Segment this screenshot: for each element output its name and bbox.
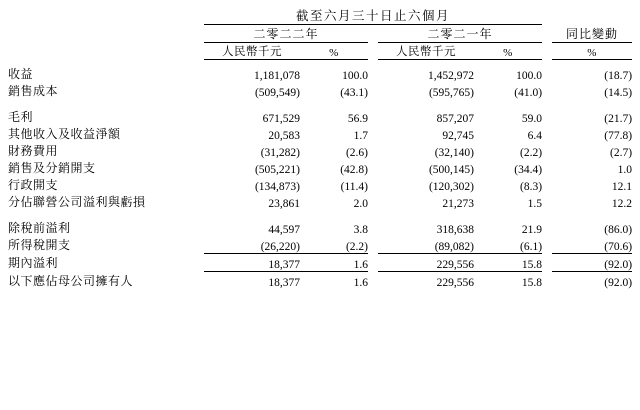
empty-cell — [8, 43, 204, 59]
group-prior-year: 二零二一年 — [427, 27, 493, 41]
percent-current: 2.0 — [353, 198, 368, 210]
amount-current: 18,377 — [268, 277, 300, 289]
amount-current: (505,221) — [254, 164, 300, 176]
row-label: 銷售成本 — [8, 84, 59, 98]
row-label: 分佔聯營公司溢利與虧損 — [8, 195, 146, 209]
amount-prior: (89,082) — [434, 241, 474, 253]
empty-cell — [8, 6, 204, 24]
empty-cell — [368, 142, 378, 159]
spacer-row — [8, 210, 632, 219]
change-header: 同比變動 — [566, 27, 619, 41]
empty-cell — [368, 125, 378, 142]
amount-prior: (595,765) — [428, 87, 474, 99]
table-row — [8, 82, 632, 99]
change-percent: 12.1 — [611, 181, 633, 193]
percent-current: (42.8) — [340, 164, 368, 176]
amount-current: (26,220) — [260, 241, 300, 253]
amount-prior: (32,140) — [434, 147, 474, 159]
percent-prior: (8.3) — [519, 181, 543, 193]
amount-prior: (120,302) — [428, 181, 474, 193]
percent-prior: 15.8 — [521, 259, 543, 271]
amount-current: 1,181,078 — [254, 70, 300, 82]
amount-prior: 857,207 — [436, 113, 474, 125]
unit-amount-current: 人民幣千元 — [222, 46, 282, 58]
percent-current: 1.7 — [353, 130, 368, 142]
amount-prior: (500,145) — [428, 164, 474, 176]
empty-cell — [368, 65, 378, 82]
table-row — [8, 125, 632, 142]
empty-cell — [542, 65, 552, 82]
empty-cell — [542, 159, 552, 176]
unit-percent-prior: % — [503, 47, 513, 59]
empty-cell — [542, 236, 552, 253]
percent-prior: (41.0) — [514, 87, 543, 99]
empty-cell — [368, 254, 378, 271]
percent-prior: 100.0 — [516, 70, 543, 82]
row-label: 期內溢利 — [8, 256, 59, 270]
unit-change: % — [587, 47, 597, 59]
table-body — [8, 65, 632, 289]
empty-cell — [368, 272, 378, 289]
amount-current: 18,377 — [268, 259, 300, 271]
empty-cell — [368, 176, 378, 193]
unit-percent-current: % — [329, 47, 339, 59]
amount-current: (31,282) — [260, 147, 300, 159]
percent-current: (2.2) — [345, 241, 368, 253]
financial-table — [8, 6, 632, 289]
row-label: 其他收入及收益淨額 — [8, 127, 121, 141]
empty-cell — [368, 236, 378, 253]
empty-cell — [368, 43, 378, 59]
empty-cell — [542, 176, 552, 193]
spacer-cell — [8, 210, 632, 219]
percent-prior: 1.5 — [527, 198, 543, 210]
spacer-cell — [8, 99, 632, 108]
change-percent: (77.8) — [604, 130, 633, 142]
empty-cell — [368, 25, 378, 42]
percent-prior: 15.8 — [521, 277, 543, 289]
change-percent: (2.7) — [609, 147, 633, 159]
table-row — [8, 159, 632, 176]
row-label: 銷售及分銷開支 — [8, 161, 96, 175]
empty-cell — [542, 125, 552, 142]
percent-prior: 21.9 — [521, 224, 543, 236]
table-row — [8, 272, 632, 289]
percent-prior: (6.1) — [519, 241, 543, 253]
amount-current: (509,549) — [254, 87, 300, 99]
amount-prior: 229,556 — [436, 277, 474, 289]
empty-cell — [552, 6, 632, 24]
change-percent: 12.2 — [611, 198, 633, 210]
change-percent: (18.7) — [604, 70, 633, 82]
amount-prior: 1,452,972 — [428, 70, 474, 82]
empty-cell — [542, 25, 552, 42]
percent-current: 56.9 — [347, 113, 368, 125]
amount-current: 20,583 — [268, 130, 300, 142]
empty-cell — [368, 193, 378, 210]
change-percent: (92.0) — [604, 277, 633, 289]
table-row — [8, 108, 632, 125]
unit-amount-prior: 人民幣千元 — [396, 46, 456, 58]
group-current-year: 二零二二年 — [253, 27, 319, 41]
percent-current: 1.6 — [353, 259, 368, 271]
percent-prior: (2.2) — [519, 147, 543, 159]
row-label: 以下應佔母公司擁有人 — [8, 274, 134, 288]
percent-prior: 59.0 — [521, 113, 543, 125]
period-title: 截至六月三十日止六個月 — [296, 9, 451, 23]
amount-prior: 318,638 — [436, 224, 474, 236]
empty-cell — [542, 219, 552, 236]
amount-prior: 21,273 — [442, 198, 474, 210]
empty-cell — [542, 82, 552, 99]
empty-cell — [368, 159, 378, 176]
empty-cell — [542, 254, 552, 271]
change-percent: (70.6) — [604, 241, 633, 253]
units-row — [8, 43, 632, 59]
percent-current: (11.4) — [340, 181, 368, 193]
empty-cell — [368, 82, 378, 99]
percent-current: 100.0 — [342, 70, 368, 82]
period-title-row — [8, 6, 632, 24]
empty-cell — [368, 219, 378, 236]
table-row — [8, 219, 632, 236]
amount-current: 44,597 — [268, 224, 300, 236]
empty-cell — [542, 108, 552, 125]
amount-current: 23,861 — [268, 198, 300, 210]
change-percent: (21.7) — [604, 113, 633, 125]
change-percent: 1.0 — [617, 164, 633, 176]
row-label: 行政開支 — [8, 178, 59, 192]
amount-current: 671,529 — [262, 113, 300, 125]
empty-cell — [542, 272, 552, 289]
table-row — [8, 142, 632, 159]
empty-cell — [8, 25, 204, 42]
percent-current: 3.8 — [353, 224, 368, 236]
change-percent: (92.0) — [604, 259, 633, 271]
table-row — [8, 193, 632, 210]
empty-cell — [542, 43, 552, 59]
percent-current: 1.6 — [353, 277, 368, 289]
year-header-row — [8, 25, 632, 42]
empty-cell — [542, 193, 552, 210]
change-percent: (14.5) — [604, 87, 633, 99]
empty-cell — [542, 142, 552, 159]
table-row — [8, 65, 632, 82]
table-row — [8, 236, 632, 253]
change-percent: (86.0) — [604, 224, 633, 236]
row-label: 財務費用 — [8, 144, 59, 158]
row-label: 所得稅開支 — [8, 238, 71, 252]
row-label: 除稅前溢利 — [8, 221, 71, 235]
amount-current: (134,873) — [254, 181, 300, 193]
empty-cell — [368, 108, 378, 125]
row-label: 收益 — [8, 67, 34, 81]
spacer-row — [8, 99, 632, 108]
table-row — [8, 254, 632, 271]
percent-current: (2.6) — [345, 147, 368, 159]
amount-prior: 229,556 — [436, 259, 474, 271]
percent-prior: (34.4) — [514, 164, 543, 176]
row-label: 毛利 — [8, 110, 34, 124]
table-row — [8, 176, 632, 193]
amount-prior: 92,745 — [442, 130, 474, 142]
percent-prior: 6.4 — [527, 130, 543, 142]
empty-cell — [542, 6, 552, 24]
percent-current: (43.1) — [340, 87, 368, 99]
